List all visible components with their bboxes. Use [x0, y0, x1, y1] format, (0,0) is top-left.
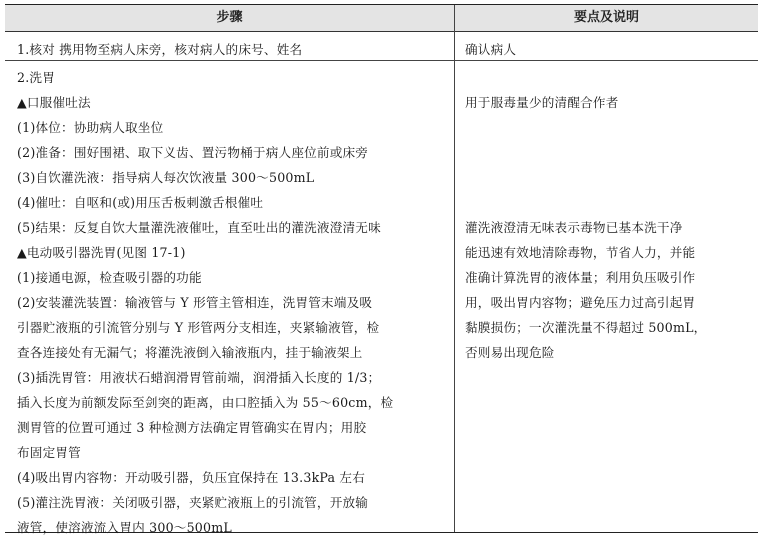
header-notes: 要点及说明	[573, 10, 639, 25]
step-line: ▲电动吸引器洗胃(见图 17-1)	[17, 245, 186, 260]
column-divider	[454, 5, 455, 532]
step-line: (1)接通电源，检查吸引器的功能	[17, 270, 202, 285]
step-line: (1)体位：协助病人取坐位	[17, 120, 164, 135]
step-line: (3)自饮灌洗液：指导病人每次饮液量 300～500mL	[17, 170, 315, 185]
step-line: (5)结果：反复自饮大量灌洗液催吐，直至吐出的灌洗液澄清无味	[17, 220, 381, 235]
step-line: 2.洗胃	[17, 70, 56, 85]
step-line: 插入长度为前额发际至剑突的距离，由口腔插入为 55～60cm，检	[17, 395, 394, 410]
note-line: 能迅速有效地清除毒物，节省人力，并能	[465, 245, 696, 260]
note-line: 准确计算洗胃的液体量；利用负压吸引作	[465, 270, 696, 285]
step-line: (5)灌注洗胃液：关闭吸引器，夹紧贮液瓶上的引流管，开放输	[17, 495, 369, 510]
step-verify: 1.核对 携用物至病人床旁，核对病人的床号、姓名	[17, 42, 303, 57]
step-line: 查各连接处有无漏气；将灌洗液倒入输液瓶内，挂于输液架上	[17, 345, 363, 360]
step-line: (3)插洗胃管：用液状石蜡润滑胃管前端，润滑插入长度的 1/3；	[17, 370, 381, 385]
note-line: 黏膜损伤；一次灌洗量不得超过 500mL，	[465, 320, 707, 335]
row-divider	[5, 60, 758, 61]
note-line: 用于服毒量少的清醒合作者	[465, 95, 619, 110]
step-line: 液管，使溶液流入胃内 300～500mL	[17, 520, 232, 535]
step-line: (2)安装灌洗装置：输液管与 Y 形管主管相连，洗胃管末端及吸	[17, 295, 373, 310]
step-line: 测胃管的位置可通过 3 种检测方法确定胃管确实在胃内；用胶	[17, 420, 367, 435]
note-verify: 确认病人	[465, 42, 517, 57]
step-line: 引器贮液瓶的引流管分别与 Y 形管两分支相连，夹紧输液管，检	[17, 320, 380, 335]
step-line: (2)准备：围好围裙、取下义齿、置污物桶于病人座位前或床旁	[17, 145, 369, 160]
step-line: (4)吸出胃内容物：开动吸引器，负压宜保持在 13.3kPa 左右	[17, 470, 366, 485]
header-steps: 步骤	[216, 10, 243, 25]
note-line: 用，吸出胃内容物；避免压力过高引起胃	[465, 295, 696, 310]
procedure-table	[5, 4, 758, 533]
note-line: 否则易出现危险	[465, 345, 555, 360]
step-line: 布固定胃管	[17, 445, 81, 460]
step-line: ▲口服催吐法	[17, 95, 91, 110]
note-line: 灌洗液澄清无味表示毒物已基本洗干净	[465, 220, 683, 235]
table-header	[5, 5, 758, 32]
step-line: (4)催吐：自呕和(或)用压舌板刺激舌根催吐	[17, 195, 264, 210]
